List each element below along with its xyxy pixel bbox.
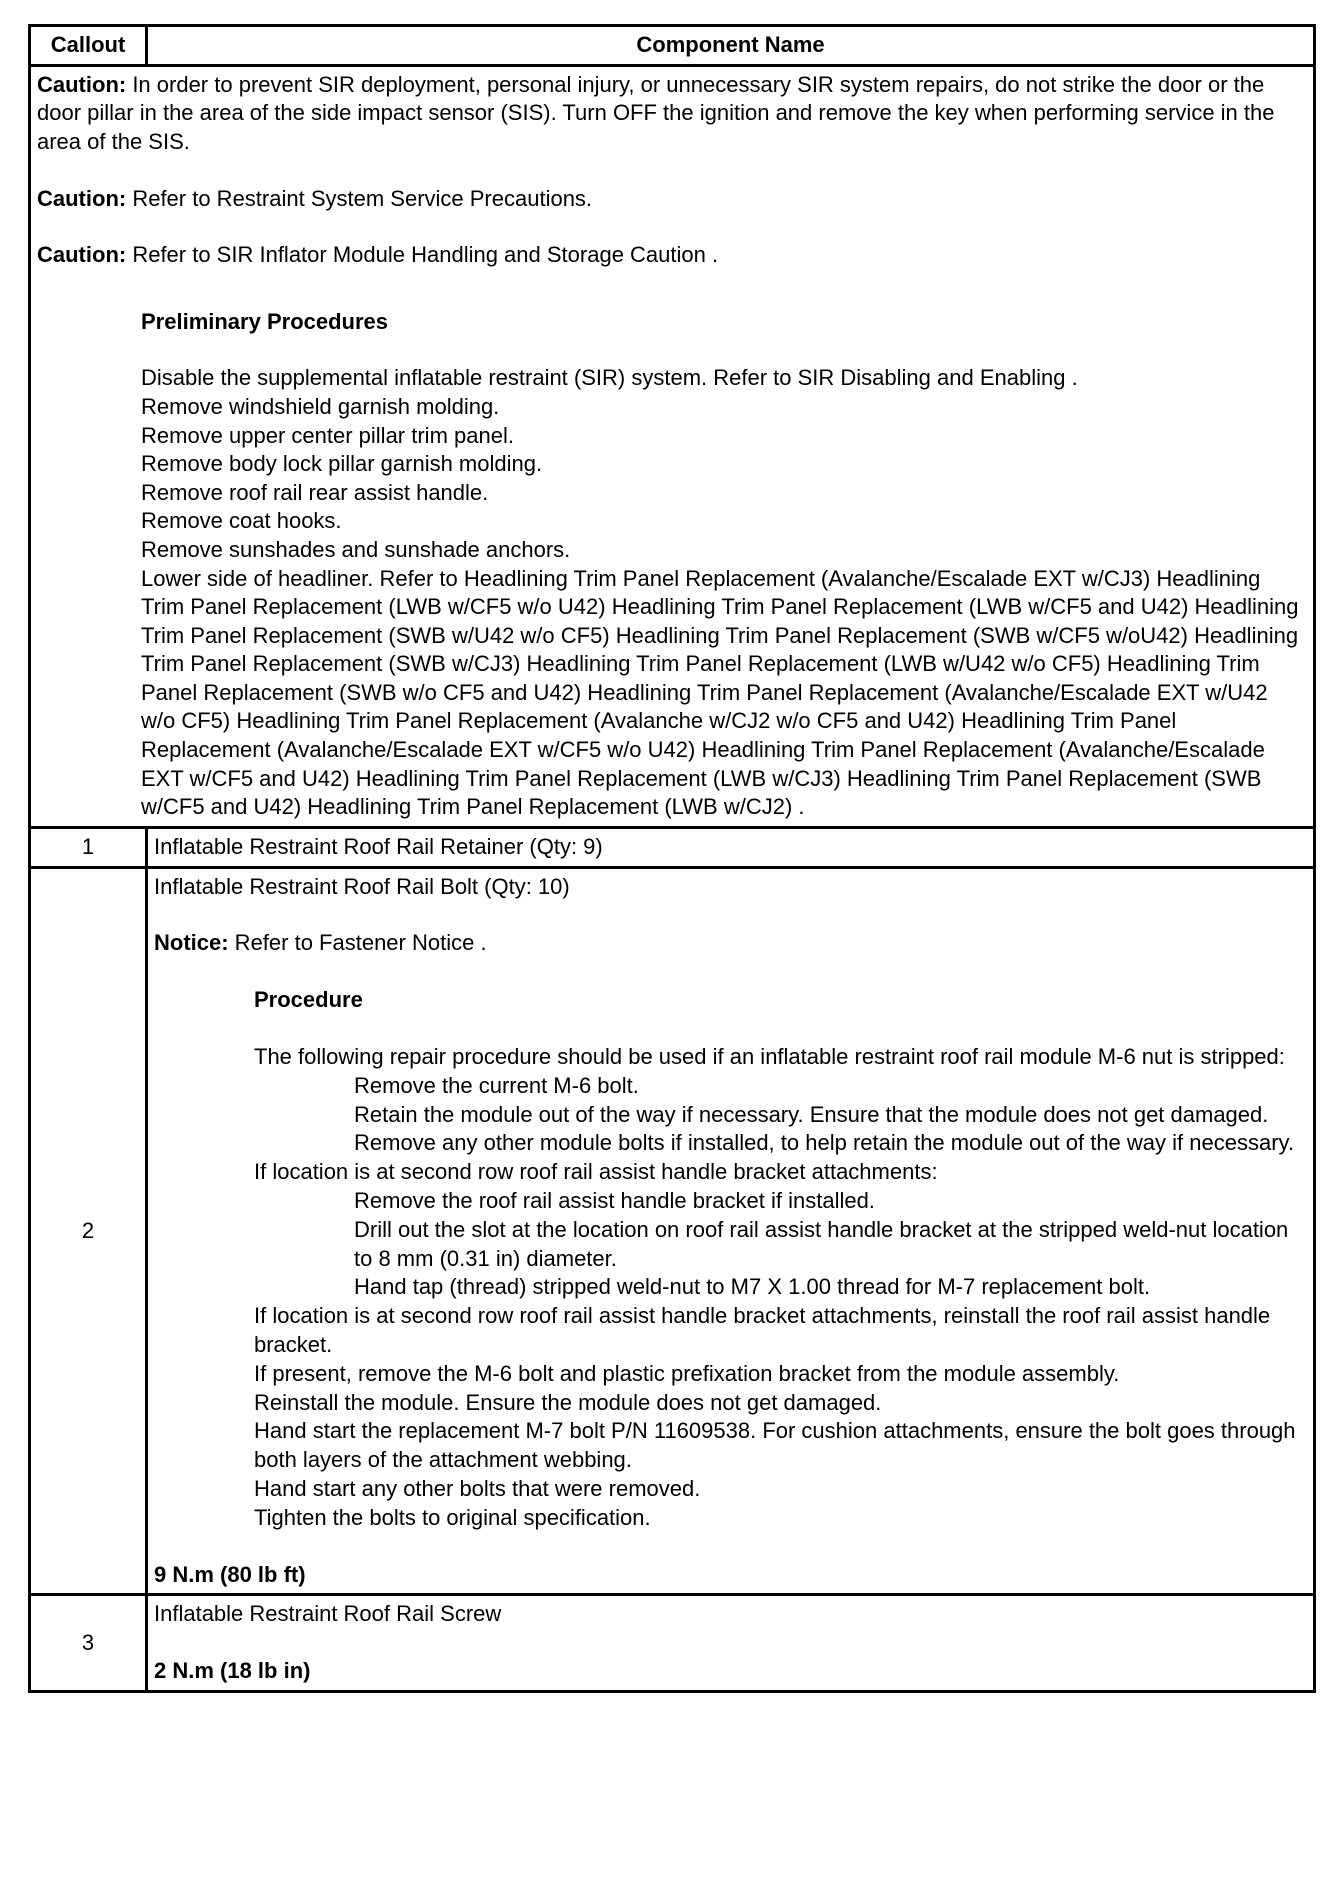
- caution-text: Refer to Restraint System Service Precautions.: [126, 185, 593, 211]
- table-header: [31, 27, 1313, 64]
- procedure-step: Hand start any other bolts that were removed.: [254, 1476, 701, 1501]
- procedure-substep: Hand tap (thread) stripped weld-nut to M7 X 1.00 thread for M-7 replacement bolt.: [354, 1274, 1151, 1300]
- component-name-header: Component Name: [636, 32, 825, 57]
- caution-label: Caution:: [37, 185, 127, 211]
- procedure-step: Tighten the bolts to original specification.: [254, 1504, 651, 1530]
- component-name: Inflatable Restraint Roof Rail Bolt (Qty: 10): [154, 873, 570, 899]
- preliminary-title: Preliminary Procedures: [141, 308, 389, 334]
- callout-3: 3: [31, 1596, 148, 1690]
- caution-2: [37, 185, 1305, 214]
- procedure-substep: Drill out the slot at the location on roof rail assist handle bracket at the stripped weld-nut location to 8 mm (0.31 in) diameter.: [354, 1216, 1289, 1271]
- callout-2: 2: [31, 869, 148, 1594]
- procedure-step: Hand start the replacement M-7 bolt P/N 11609538. For cushion attachments, ensure the bolt goes through both layers of the attachment webbing.: [254, 1418, 1296, 1473]
- caution-text: In order to prevent SIR deployment, personal injury, or unnecessary SIR system repairs, do not strike the door or the door pillar in the area of the side impact sensor (SIS). Turn OFF the ignition and remove the key when performing service in the area of the SIS.: [37, 71, 1275, 154]
- list-item: Remove roof rail rear assist handle.: [141, 479, 489, 505]
- list-item: Lower side of headliner. Refer to Headlining Trim Panel Replacement (Avalanche/Escalade EXT w/CJ3) Headlining Trim Panel Replacement (LWB w/CF5 w/o U42) Headlining Trim Panel Replacement (LWB w/CF5 and U42) Headlining Trim Panel Replacement (SWB w/U42 w/o CF5) Headlining Trim Panel Replacement (SWB w/CF5 w/oU42) Headlining Trim Panel Replacement (SWB w/CJ3) Headlining Trim Panel Replacement (LWB w/U42 w/o CF5) Headlining Trim Panel Replacement (SWB w/o CF5 and U42) Headlining Trim Panel Replacement (Avalanche/Escalade EXT w/U42 w/o CF5) Headlining Trim Panel Replacement (Avalanche w/CJ2 w/o CF5 and U42) Headlining Trim Panel Replacement (Avalanche/Escalade EXT w/CF5 w/o U42) Headlining Trim Panel Replacement (Avalanche/Escalade EXT w/CF5 and U42) Headlining Trim Panel Replacement (LWB w/CJ3) Headlining Trim Panel Replacement (SWB w/CF5 and U42) Headlining Trim Panel Replacement (LWB w/CJ2) .: [141, 565, 1299, 820]
- procedure-step: If present, remove the M-6 bolt and plastic prefixation bracket from the module assembly.: [254, 1360, 1120, 1386]
- procedure-step: The following repair procedure should be used if an inflatable restraint roof rail module M-6 nut is stripped:: [254, 1044, 1285, 1070]
- caution-block: [31, 67, 1313, 826]
- notice-label: Notice:: [154, 930, 229, 956]
- component-name: Inflatable Restraint Roof Rail Retainer (Qty: 9): [154, 833, 603, 859]
- callout-header: Callout: [31, 27, 148, 64]
- procedure-step: Reinstall the module. Ensure the module does not get damaged.: [254, 1389, 882, 1415]
- list-item: Remove coat hooks.: [141, 508, 342, 534]
- procedure-step: If location is at second row roof rail assist handle bracket attachments:: [254, 1159, 938, 1185]
- component-3: [148, 1596, 1313, 1690]
- caution-text: Refer to SIR Inflator Module Handling and Storage Caution .: [126, 242, 719, 268]
- procedure-substep: Remove the current M-6 bolt.: [354, 1072, 639, 1098]
- caution-label: Caution:: [37, 242, 127, 268]
- procedure-substep: Remove the roof rail assist handle bracket if installed.: [354, 1188, 875, 1214]
- procedure: [154, 986, 1307, 1532]
- procedure-step: If location is at second row roof rail assist handle bracket attachments, reinstall the roof rail assist handle bracket.: [254, 1303, 1271, 1358]
- list-item: Remove windshield garnish molding.: [141, 393, 500, 419]
- component-name: Inflatable Restraint Roof Rail Screw: [154, 1601, 502, 1627]
- table-row: [31, 1593, 1313, 1690]
- table-row: [31, 826, 1313, 866]
- component-1: [148, 829, 1313, 866]
- list-item: Remove body lock pillar garnish molding.: [141, 451, 543, 477]
- torque-spec: 9 N.m (80 lb ft): [154, 1561, 306, 1587]
- torque-spec: 2 N.m (18 lb in): [154, 1658, 311, 1684]
- caution-1: [37, 71, 1305, 157]
- list-item: Remove upper center pillar trim panel.: [141, 422, 514, 448]
- component-2: [148, 869, 1313, 1594]
- list-item: Remove sunshades and sunshade anchors.: [141, 536, 571, 562]
- procedure-title: Procedure: [254, 987, 363, 1013]
- caution-row: [31, 64, 1313, 826]
- caution-3: [37, 241, 1305, 270]
- list-item: Disable the supplemental inflatable restraint (SIR) system. Refer to SIR Disabling and Enabling .: [141, 365, 1078, 391]
- component-table: [28, 24, 1316, 1693]
- callout-1: 1: [31, 829, 148, 866]
- caution-label: Caution:: [37, 71, 127, 97]
- preliminary-procedures: [37, 308, 1305, 822]
- procedure-substep: Retain the module out of the way if necessary. Ensure that the module does not get damaged. Remove any other module bolts if installed, to help retain the module out of the way if necessary.: [354, 1101, 1294, 1156]
- notice-text: Refer to Fastener Notice .: [228, 930, 487, 956]
- notice: [154, 929, 1307, 958]
- table-row: [31, 866, 1313, 1594]
